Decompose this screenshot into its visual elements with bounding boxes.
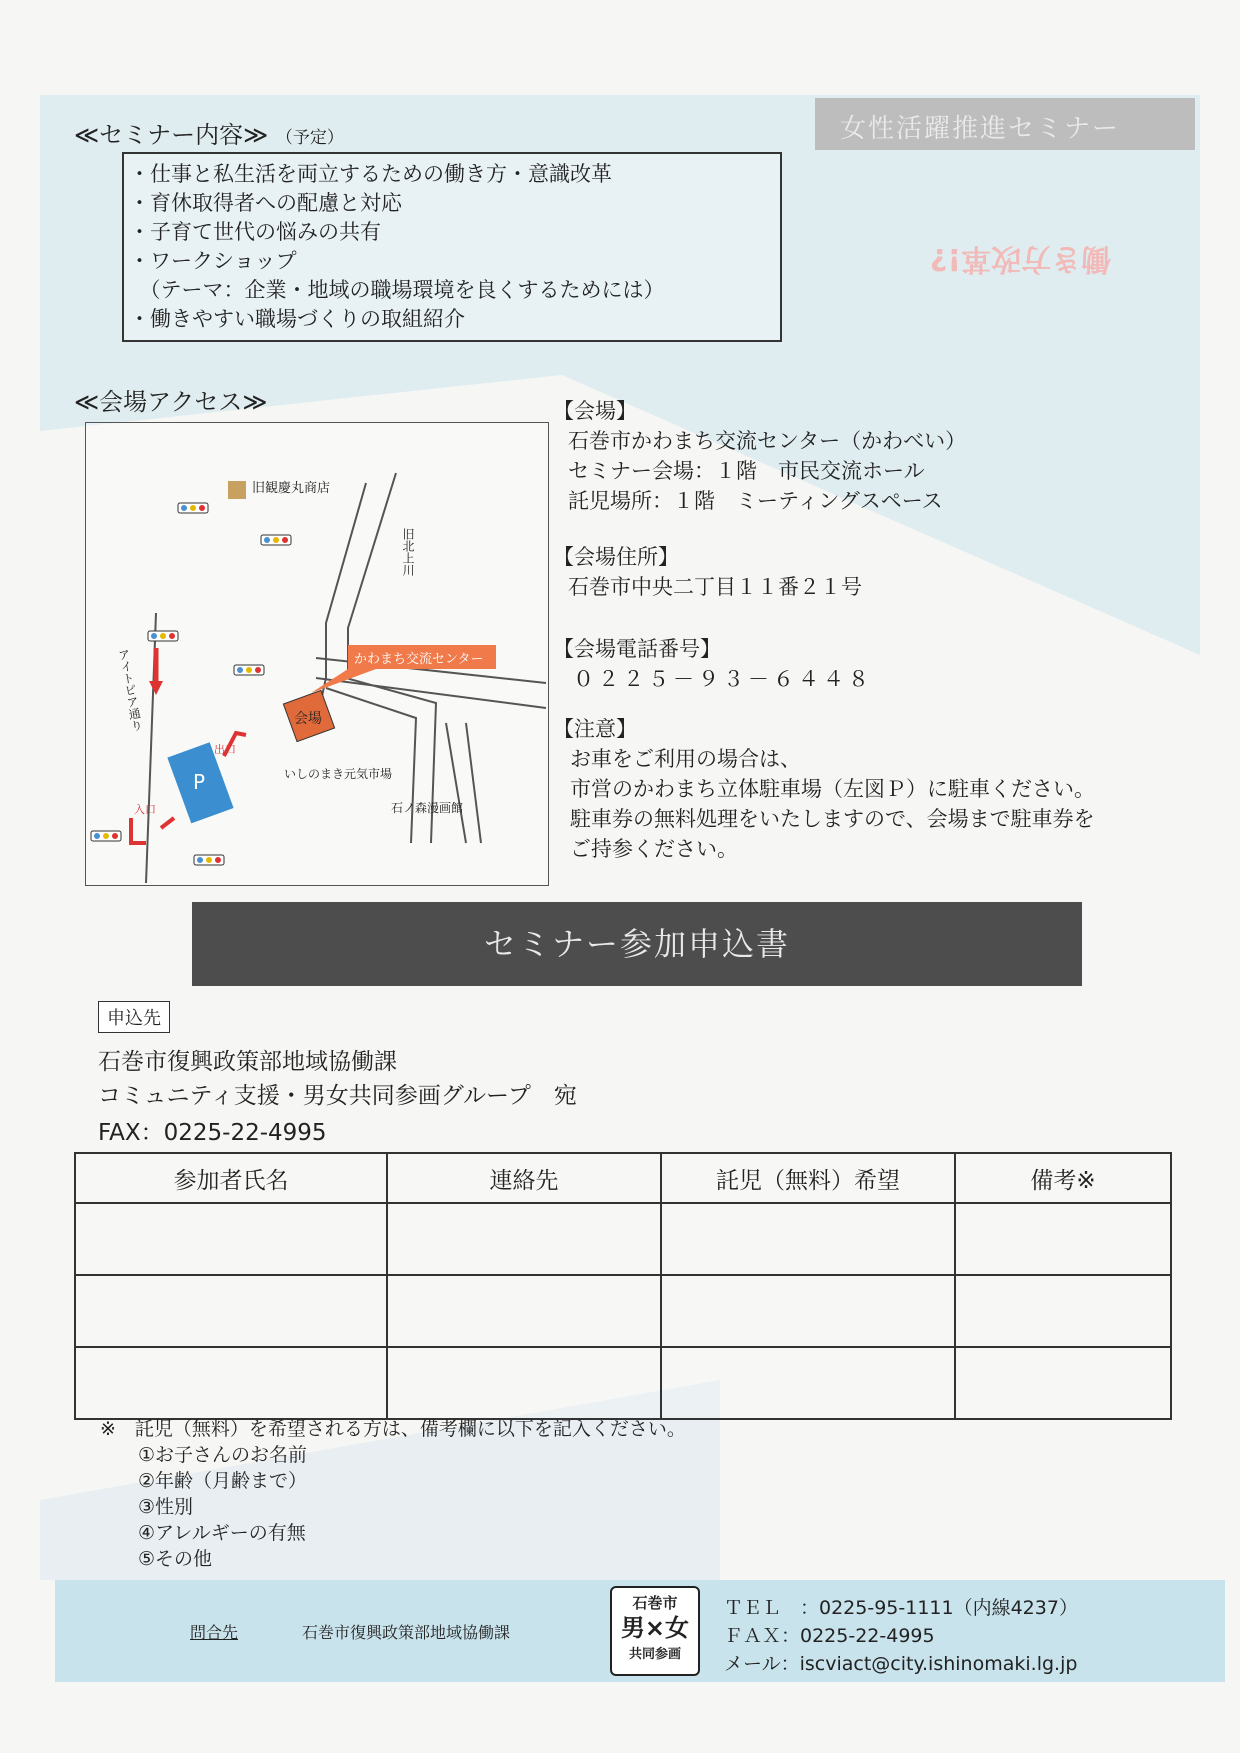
phone-number: ０２２５－９３－６４４８: [573, 667, 873, 691]
name-cell[interactable]: [75, 1275, 387, 1347]
venue-line: 石巻市かわまち交流センター（かわべい）: [568, 429, 967, 453]
name-cell[interactable]: [75, 1347, 387, 1419]
form-banner: セミナー参加申込書: [192, 902, 1082, 986]
recipient-tag: 申込先: [98, 1001, 170, 1033]
venue-info: [553, 396, 966, 516]
note-item: ⑤その他: [138, 1548, 213, 1570]
traffic-light-icon: [148, 631, 178, 641]
table-row: [75, 1203, 1171, 1275]
recipient-fax: FAX：0225-22-4995: [98, 1120, 327, 1146]
contact-cell[interactable]: [387, 1275, 661, 1347]
application-table: [74, 1152, 1172, 1420]
header-contact: 連絡先: [387, 1153, 661, 1203]
childcare-notes: [100, 1416, 686, 1572]
address-heading: 【会場住所】: [553, 545, 679, 569]
contact-cell[interactable]: [387, 1203, 661, 1275]
seminar-item: ・子育て世代の悩みの共有: [129, 220, 381, 244]
map-label-market: いしのまき元気市場: [284, 767, 393, 781]
recipient-dept: 石巻市復興政策部地域協働課: [98, 1049, 397, 1075]
danjo-kyodo-sankaku-logo: [610, 1586, 700, 1676]
traffic-light-icon: [178, 503, 208, 513]
phone-heading: 【会場電話番号】: [553, 637, 721, 661]
venue-heading: 【会場】: [553, 399, 637, 423]
remarks-cell[interactable]: [955, 1275, 1171, 1347]
footer-fax: ＦＡＸ：0225-22-4995: [724, 1625, 935, 1647]
seminar-title-note: （予定）: [275, 128, 344, 148]
note-item: ③性別: [138, 1496, 194, 1518]
logo-top: 石巻市: [632, 1594, 678, 1612]
traffic-light-icon: [91, 831, 121, 841]
note-item: ②年齢（月齢まで）: [138, 1470, 308, 1492]
table-row: [75, 1347, 1171, 1419]
map-label-river: 旧北上川: [401, 528, 415, 576]
map-label-venue: 会場: [294, 711, 322, 727]
caution-line: ご持参ください。: [570, 837, 738, 861]
table-row: [75, 1275, 1171, 1347]
footer-label: 問合先: [190, 1623, 239, 1642]
ghost-line-1: 働き方改革!?: [930, 241, 1112, 276]
header-name: 参加者氏名: [75, 1153, 387, 1203]
map-label-street: アイトピア通り: [115, 647, 145, 733]
seminar-title: ≪セミナー内容≫: [74, 121, 269, 149]
seminar-item: ・育休取得者への配慮と対応: [129, 191, 402, 215]
logo-mid: 男×女: [620, 1614, 690, 1642]
childcare-cell[interactable]: [661, 1347, 955, 1419]
note-item: ④アレルギーの有無: [138, 1522, 306, 1544]
seminar-item: ・働きやすい職場づくりの取組紹介: [129, 307, 465, 331]
map-label-entrance: 入口: [134, 803, 156, 816]
footer-tel: ＴＥＬ ：0225-95-1111（内線4237）: [724, 1597, 1078, 1619]
note-item: ①お子さんのお名前: [138, 1444, 308, 1466]
traffic-light-icon: [261, 535, 291, 545]
access-map: [85, 422, 549, 886]
name-cell[interactable]: [75, 1203, 387, 1275]
caution-heading: 【注意】: [553, 717, 637, 741]
access-title: ≪会場アクセス≫: [74, 388, 268, 416]
address-text: 石巻市中央二丁目１１番２１号: [568, 575, 862, 599]
childcare-cell[interactable]: [661, 1203, 955, 1275]
childcare-cell[interactable]: [661, 1275, 955, 1347]
seminar-item: ・仕事と私生活を両立するための働き方・意識改革: [129, 162, 612, 186]
traffic-light-icon: [234, 665, 264, 675]
venue-line: 託児場所：１階 ミーティングスペース: [568, 489, 943, 513]
seminar-item: （テーマ：企業・地域の職場環境を良くするためには）: [129, 278, 665, 302]
remarks-cell[interactable]: [955, 1203, 1171, 1275]
traffic-light-icon: [194, 855, 224, 865]
header-remarks: 備考※: [955, 1153, 1171, 1203]
map-label-exit: 出口: [214, 743, 236, 756]
seminar-title-row: [74, 115, 344, 150]
address-info: [553, 542, 862, 602]
ghost-header-text: 女性活躍推進セミナー: [840, 114, 1121, 144]
caution-line: 市営のかわまち立体駐車場（左図Ｐ）に駐車ください。: [570, 777, 1095, 801]
recipient-group: コミュニティ支援・男女共同参画グループ 宛: [98, 1083, 577, 1109]
venue-line: セミナー会場：１階 市民交流ホール: [568, 459, 925, 483]
contact-cell[interactable]: [387, 1347, 661, 1419]
notes-heading: ※ 託児（無料）を希望される方は、備考欄に以下を記入ください。: [100, 1418, 686, 1440]
header-childcare: 託児（無料）希望: [661, 1153, 955, 1203]
logo-bottom: 共同参画: [628, 1647, 681, 1662]
footer-dept: 石巻市復興政策部地域協働課: [302, 1623, 511, 1642]
table-header-row: [75, 1153, 1171, 1203]
caution-info: [553, 714, 1095, 864]
seminar-item: ・ワークショップ: [129, 249, 297, 273]
map-label-center: かわまち交流センター: [354, 652, 484, 667]
shop-marker: [228, 481, 246, 499]
caution-line: お車をご利用の場合は、: [570, 747, 801, 771]
map-label-shop: 旧観慶丸商店: [252, 481, 331, 496]
footer-mail[interactable]: メール：iscviact@city.ishinomaki.lg.jp: [724, 1653, 1078, 1675]
seminar-contents-box: [122, 152, 782, 342]
phone-info: [553, 634, 873, 694]
remarks-cell[interactable]: [955, 1347, 1171, 1419]
map-label-parking: P: [193, 770, 206, 794]
caution-line: 駐車券の無料処理をいたしますので、会場まで駐車券を: [570, 807, 1095, 831]
footer-contact: [724, 1594, 1078, 1678]
map-label-museum: 石ノ森漫画館: [391, 801, 464, 815]
